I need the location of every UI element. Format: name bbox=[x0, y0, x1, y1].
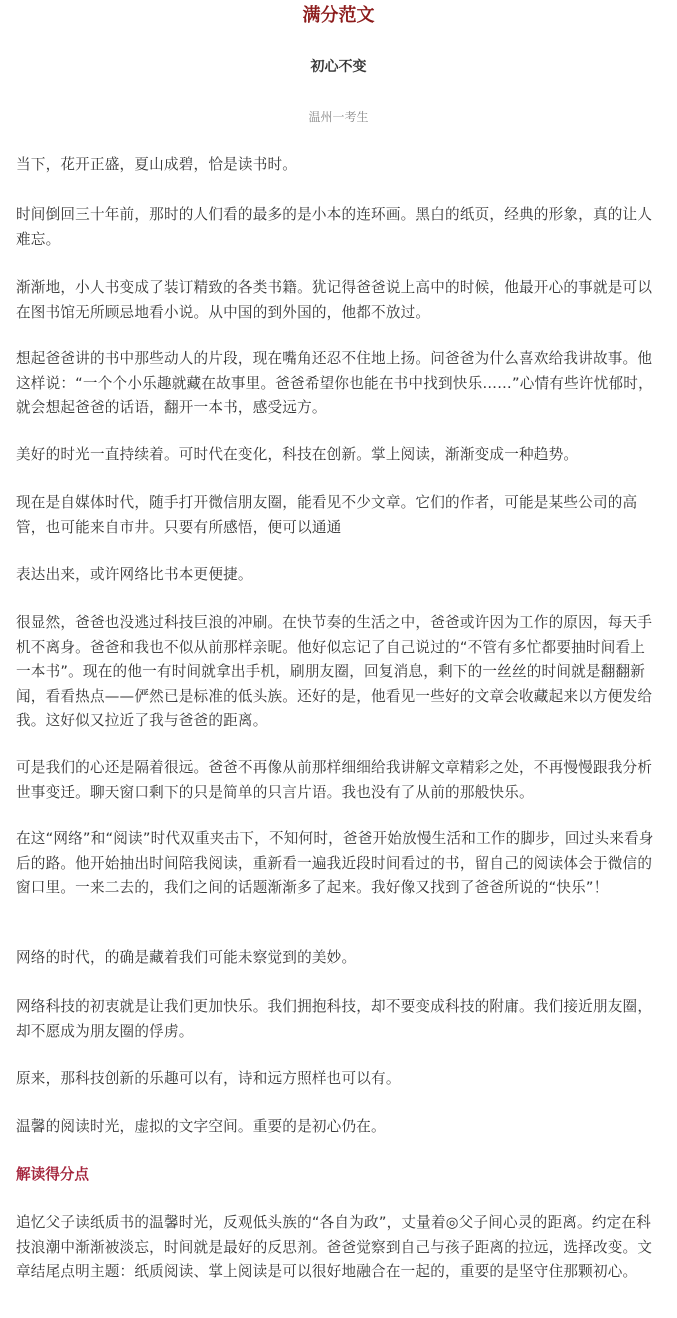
essay-paragraph-1: 当下，花开正盛，夏山成碧，恰是读书时。 bbox=[16, 156, 298, 173]
analysis-text: 追忆父子读纸质书的温馨时光，反观低头族的“各自为政”，丈量着◎父子间心灵的距离。约定在科技浪潮中渐渐被淡忘，时间就是最好的反思剂。爸爸觉察到自己与孩子距离的拉远，选择改变。文章结尾点明主题：纸质阅读、掌上阅读是可以很好地融合在一起的，重要的是坚守住那颗初心。 bbox=[16, 1214, 653, 1280]
essay-paragraph-2: 时间倒回三十年前，那时的人们看的最多的是小本的连环画。黑白的纸页，经典的形象，真的让人难忘。 bbox=[16, 206, 653, 248]
essay-paragraph-9: 可是我们的心还是隔着很远。爸爸不再像从前那样细细给我讲解文章精彩之处，不再慢慢跟我分析世事变迁。聊天窗口剩下的只是简单的只言片语。我也没有了从前的那般快乐。 bbox=[16, 759, 653, 801]
essay-paragraph-8: 很显然，爸爸也没逃过科技巨浪的冲刷。在快节奏的生活之中，爸爸或许因为工作的原因，每天手机不离身。爸爸和我也不似从前那样亲昵。他好似忘记了自己说过的“不管有多忙都要抽时间看上一本书”。现在的他一有时间就拿出手机，刷朋友圈，回复消息，剩下的一丝丝的时间就是翻翻新闻，看看热点——俨然已是标准的低头族。还好的是，他看见一些好的文章会收藏起来以方便发给我。这好似又拉近了我与爸爸的距离。 bbox=[16, 614, 653, 729]
essay-paragraph-13: 原来，那科技创新的乐趣可以有，诗和远方照样也可以有。 bbox=[16, 1070, 401, 1087]
essay-paragraph-14: 温馨的阅读时光，虚拟的文字空间。重要的是初心仍在。 bbox=[16, 1118, 386, 1135]
analysis-heading: 解读得分点 bbox=[16, 1166, 89, 1183]
essay-author: 温州一考生 bbox=[308, 110, 369, 124]
essay-paragraph-6: 现在是自媒体时代，随手打开微信朋友圈，能看见不少文章。它们的作者，可能是某些公司的高管，也可能来自市井。只要有所感悟，便可以通通 bbox=[16, 494, 638, 536]
essay-paragraph-4: 想起爸爸讲的书中那些动人的片段，现在嘴角还忍不住地上扬。问爸爸为什么喜欢给我讲故事。他这样说：“一个个小乐趣就藏在故事里。爸爸希望你也能在书中找到快乐……”心情有些许忧郁时，就会想起爸爸的话语，翻开一本书，感受远方。 bbox=[16, 350, 653, 416]
essay-paragraph-10: 在这“网络”和“阅读”时代双重夹击下，不知何时，爸爸开始放慢生活和工作的脚步，回过头来看身后的路。他开始抽出时间陪我阅读，重新看一遍我近段时间看过的书，留自己的阅读体会于微信的窗口里。一来二去的，我们之间的话题渐渐多了起来。我好像又找到了爸爸所说的“快乐”！ bbox=[16, 830, 654, 896]
essay-paragraph-7: 表达出来，或许网络比书本更便捷。 bbox=[16, 566, 253, 583]
essay-title: 初心不变 bbox=[310, 59, 367, 75]
page-title: 满分范文 bbox=[302, 5, 375, 26]
essay-paragraph-5: 美好的时光一直持续着。可时代在变化，科技在创新。掌上阅读，渐渐变成一种趋势。 bbox=[16, 446, 579, 463]
essay-paragraph-12: 网络科技的初衷就是让我们更加快乐。我们拥抱科技，却不要变成科技的附庸。我们接近朋友圈，却不愿成为朋友圈的俘虏。 bbox=[16, 998, 653, 1040]
essay-paragraph-11: 网络的时代，的确是藏着我们可能未察觉到的美妙。 bbox=[16, 949, 357, 966]
essay-paragraph-3: 渐渐地，小人书变成了装订精致的各类书籍。犹记得爸爸说上高中的时候，他最开心的事就是可以在图书馆无所顾忌地看小说。从中国的到外国的，他都不放过。 bbox=[16, 279, 653, 321]
